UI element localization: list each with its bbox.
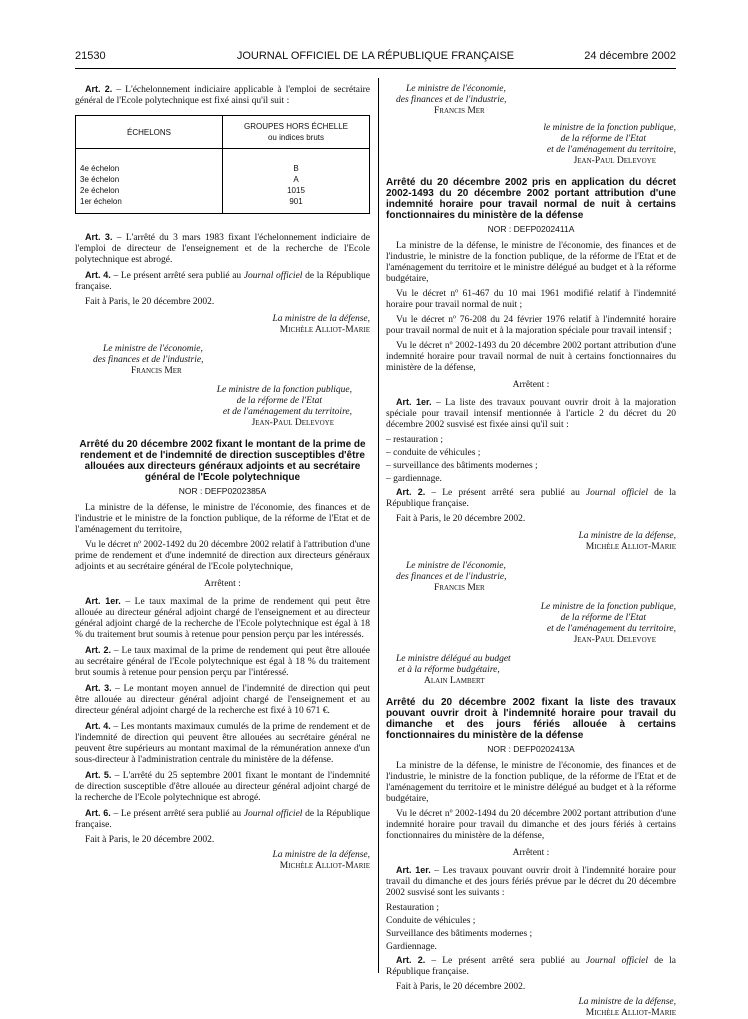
preamble: La ministre de la défense, le ministre de l'économie, des finances et de l'industrie, le ministre de la fonction publique, de la réforme de l'Etat et de l'aménagement du territoire et le ministre délégué au budget et à la réforme budgétaire, [386, 761, 676, 804]
page-number: 21530 [75, 50, 106, 62]
signature-block: Le ministre délégué au budget et à la réforme budgétaire, Alain Lambert [396, 654, 511, 686]
decree-title: Arrêté du 20 décembre 2002 fixant la liste des travaux pouvant ouvrir droit à l'indemnité horaire pour travail du dimanche et des jours fériés allouée à certains fonctionnaires du ministère de la défense [386, 697, 676, 741]
article-paragraph: Art. 2. – L'échelonnement indiciaire applicable à l'emploi de secrétaire général de l'Ecole polytechnique est fixé ainsi qu'il suit : [75, 84, 370, 106]
fait-line: Fait à Paris, le 20 décembre 2002. [85, 835, 215, 845]
signature-block: Le ministre de la fonction publique, de la réforme de l'Etat et de l'aménagement du territoire, Jean-Paul Delevoye [216, 385, 352, 428]
column-divider [378, 78, 379, 973]
table-header-groupes: GROUPES HORS ÉCHELLE ou indices bruts [223, 116, 370, 149]
list-item: – surveillance des bâtiments modernes ; [386, 461, 538, 471]
left-column [75, 84, 370, 872]
signature-block: Le ministre de l'économie, des finances et de l'industrie, Francis Mer [93, 344, 204, 376]
article-paragraph: Art. 4. – Les montants maximaux cumulés de la prime de rendement et de l'indemnité de direction qui peuvent être allouées au secrétaire général ne peuvent être supérieurs au montant maximal de la rémunération annexe d'un sous-directeur à l'administration centrale du ministère de la défense. [75, 721, 370, 765]
list-item: Restauration ; [386, 903, 440, 913]
list-item: Conduite de véhicules ; [386, 916, 476, 926]
signature-block: Le ministre de la fonction publique, de la réforme de l'Etat et de l'aménagement du territoire, Jean-Paul Delevoye [540, 602, 676, 645]
signature-block: La ministre de la défense, Michèle Alliot-Marie [272, 850, 370, 871]
page-header [75, 50, 676, 66]
journal-title: JOURNAL OFFICIEL DE LA RÉPUBLIQUE FRANÇAISE [236, 50, 515, 62]
list-item: – gardiennage. [386, 474, 442, 484]
header-rule [75, 68, 676, 69]
vu-clause: Vu le décret nº 2002-1492 du 20 décembre 2002 relatif à l'attribution d'une prime de rendement et d'une indemnité de direction aux directeurs généraux adjoints et au secrétaire général de l'Ecole polytechnique, [75, 540, 370, 572]
nor-reference: NOR : DEFP0202385A [178, 486, 267, 496]
article-paragraph: Art. 4. – Le présent arrêté sera publié au Journal officiel de la République française. [75, 270, 371, 292]
table-header-echelons: ÉCHELONS [76, 116, 223, 149]
table-row: 2e échelon 1015 [76, 185, 370, 196]
vu-clause: Vu le décret nº 2002-1493 du 20 décembre 2002 portant attribution d'une indemnité horaire pour travail normal de nuit à certains fonctionnaires du ministère de la défense, [386, 341, 676, 373]
vu-clause: Vu le décret nº 2002-1494 du 20 décembre 2002 portant attribution d'une indemnité horaire pour travail du dimanche et des jours fériés à certains fonctionnaires du ministère de la défense, [386, 809, 676, 841]
vu-clause: Vu le décret nº 61-467 du 10 mai 1961 modifié relatif à l'indemnité horaire pour travail normal de nuit ; [386, 289, 676, 310]
signature-block: le ministre de la fonction publique, de la réforme de l'Etat et de l'aménagement du territoire, Jean-Paul Delevoye [543, 123, 676, 166]
article-paragraph: Art. 3. – L'arrêté du 3 mars 1983 fixant l'échelonnement indiciaire de l'emploi de directeur de l'enseignement et de la recherche de l'Ecole polytechnique est abrogé. [75, 232, 370, 265]
issue-date: 24 décembre 2002 [584, 50, 676, 62]
right-column [386, 84, 676, 1019]
arretent: Arrêtent : [512, 848, 550, 858]
vu-clause: Vu le décret nº 76-208 du 24 février 1976 relatif à l'indemnité horaire pour travail normal de nuit et à la majoration spéciale pour travail intensif ; [386, 315, 676, 336]
signature-block: Le ministre de l'économie, des finances et de l'industrie, Francis Mer [396, 561, 507, 593]
decree-title: Arrêté du 20 décembre 2002 fixant le montant de la prime de rendement et de l'indemnité de direction susceptibles d'être allouées aux directeurs généraux adjoints et au secrétaire général de l'Ecole polytechnique [79, 439, 366, 483]
article-paragraph: Art. 5. – L'arrêté du 25 septembre 2001 fixant le montant de l'indemnité de direction susceptible d'être allouée au directeur général adjoint chargé de la recherche de l'Ecole polytechnique est abrogé. [75, 770, 370, 803]
article-paragraph: Art. 2. – Le présent arrêté sera publié au Journal officiel de la République française. [386, 487, 677, 509]
table-row: 1er échelon 901 [76, 196, 370, 214]
article-paragraph: Art. 6. – Le présent arrêté sera publié au Journal officiel de la République française. [75, 808, 371, 830]
preamble: La ministre de la défense, le ministre de l'économie, des finances et de l'industrie, le ministre de la fonction publique, de la réforme de l'Etat et de l'aménagement du territoire et le ministre délégué au budget et à la réforme budgétaire, [386, 241, 676, 284]
nor-reference: NOR : DEFP0202411A [487, 224, 575, 234]
fait-line: Fait à Paris, le 20 décembre 2002. [85, 297, 215, 307]
fait-line: Fait à Paris, le 20 décembre 2002. [396, 514, 526, 524]
signature-block: Le ministre de l'économie, des finances et de l'industrie, Francis Mer [396, 84, 507, 116]
preamble: La ministre de la défense, le ministre de l'économie, des finances et de l'industrie et le ministre de la fonction publique, de la réforme de l'Etat et de l'aménagement du territoire, [75, 503, 370, 535]
article-paragraph: Art. 2. – Le présent arrêté sera publié au Journal officiel de la République française. [386, 955, 677, 977]
signature-block: La ministre de la défense, Michèle Alliot-Marie [578, 997, 676, 1018]
list-item: – conduite de véhicules ; [386, 448, 481, 458]
list-item: – restauration ; [386, 435, 443, 445]
signature-block: La ministre de la défense, Michèle Alliot-Marie [578, 531, 676, 552]
list-item: Surveillance des bâtiments modernes ; [386, 929, 533, 939]
list-item: Gardiennage. [386, 942, 437, 952]
article-paragraph: Art. 1er. – La liste des travaux pouvant ouvrir droit à la majoration spéciale pour travail intensif mentionnée à l'article 2 du décret du 20 décembre 2002 susvisé est fixée ainsi qu'il suit : [386, 397, 676, 430]
nor-reference: NOR : DEFP0202413A [487, 744, 575, 754]
fait-line: Fait à Paris, le 20 décembre 2002. [396, 982, 526, 992]
article-paragraph: Art. 1er. – Les travaux pouvant ouvrir droit à l'indemnité horaire pour travail du dimanche et des jours fériés prévue par le décret du 20 décembre 2002 susvisé sont les suivants : [386, 865, 676, 898]
article-paragraph: Art. 2. – Le taux maximal de la prime de rendement qui peut être allouée au secrétaire général de l'Ecole polytechnique est égal à 18 % du traitement brut soumis à retenue pour pension perçu par l'intéressé. [75, 645, 370, 678]
echelon-table [75, 115, 370, 214]
table-row: 4e échelon B [76, 149, 370, 175]
article-paragraph: Art. 3. – Le montant moyen annuel de l'indemnité de direction qui peut être allouée au directeur général adjoint chargé de l'enseignement et au directeur général adjoint chargé de la recherche est fixé à 10 671 €. [75, 683, 370, 716]
signature-block: La ministre de la défense, Michèle Alliot-Marie [272, 314, 370, 335]
decree-title: Arrêté du 20 décembre 2002 pris en application du décret 2002-1493 du 20 décembre 2002 portant attribution d'une indemnité horaire pour travail normal de nuit à certains fonctionnaires du ministère de la défense [386, 177, 676, 221]
table-row: 3e échelon A [76, 174, 370, 185]
arretent: Arrêtent : [204, 579, 241, 589]
article-paragraph: Art. 1er. – Le taux maximal de la prime de rendement qui peut être allouée au directeur général adjoint chargé de l'enseignement et au directeur général adjoint chargé de la recherche de l'Ecole polytechnique est égal à 18 % du traitement brut soumis à retenue pour pension perçu par les intéressés. [75, 596, 370, 640]
arretent: Arrêtent : [512, 380, 550, 390]
